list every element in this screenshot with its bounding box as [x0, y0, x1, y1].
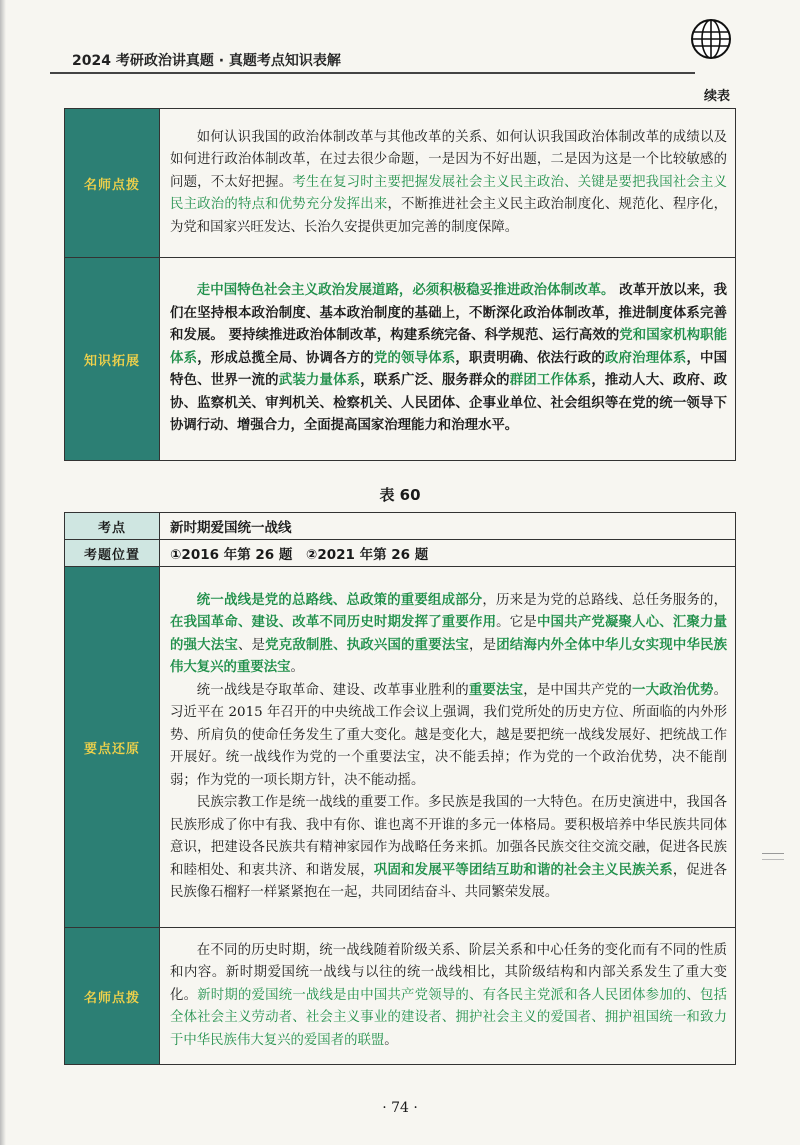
- text-run: 、是: [237, 637, 266, 653]
- text-run: ，历来是为党的总路线、总任务服务的，: [482, 592, 728, 608]
- page-header: [0, 0, 800, 80]
- table-60: [64, 512, 736, 1065]
- text-run: ，推动人大、政府、政协、监察机关、审判机关、检察机关、人民团体、企事业单位、社会组织等在党的统一领导下协调行动、增强合力，全面提高国家治理能力和治理水平。: [170, 373, 728, 434]
- highlight-text: 党克敌制胜、执政兴国的重要法宝: [265, 637, 469, 653]
- text-run: ，形成总揽全局、协调各方的: [197, 350, 374, 366]
- text-run: 。: [290, 660, 304, 675]
- continued-table: [64, 108, 736, 461]
- table-row: [65, 258, 736, 461]
- kaodian-value: 新时期爱国统一战线: [160, 513, 736, 540]
- highlight-text: 在我国革命、建设、改革不同历史时期发挥了重要作用: [170, 615, 497, 630]
- highlight-text: 走中国特色社会主义政治发展道路，必须积极稳妥推进政治体制改革。: [196, 283, 615, 299]
- content-paragraph: [170, 127, 727, 240]
- content-paragraph: [170, 680, 727, 793]
- highlight-text: 团结海内外全体中华儿女实现中华民族伟大复兴的重要法宝: [170, 637, 728, 675]
- row-content: [160, 258, 736, 461]
- content-paragraph: [170, 940, 727, 1053]
- table-caption: 表 60: [379, 486, 421, 504]
- kaodian-label: 考点: [65, 513, 160, 540]
- text-run: 如何认识我国的政治体制改革与其他改革的关系、如何认识我国政治体制改革的成绩以及如何进行政治体制改革，在过去很少命题，一是因为不好出题，二是因为这是一个比较敏感的问题，不太好把握。: [170, 129, 727, 190]
- position-value: ①2016 年第 26 题 ②2021 年第 26 题: [160, 540, 736, 567]
- text-run: 改革开放以来，我们在坚持根本政治制度、基本政治制度的基础上，不断深化政治体制改革，推进制度体系完善和发展。 要持续推进政治体制改革，构建系统完备、科学规范、运行高效的: [170, 283, 727, 344]
- row-label: 知识拓展: [65, 258, 160, 461]
- page-number: · 74 ·: [382, 1100, 418, 1116]
- text-run: ，促进各民族像石榴籽一样紧紧抱在一起，共同团结奋斗、共同繁荣发展。: [170, 862, 728, 900]
- table-row: [65, 109, 736, 258]
- mingshi-content: [160, 928, 736, 1065]
- highlight-text: 武装力量体系: [278, 373, 361, 389]
- table-row: [65, 513, 736, 540]
- text-run: ，是: [469, 637, 497, 653]
- text-run: 民族宗教工作是统一战线的重要工作。多民族是我国的一大特色。在历史演进中，我国各民族形成了你中有我、我中有你、谁也离不开谁的多元一体格局。要积极培养中华民族共同体意识，把建设各民族共有精神家园作为战略任务来抓。加强各民族交往交流交融，促进各民族和睦相处、和衷共济、和谐发展，: [170, 795, 727, 878]
- text-run: ，是中国共产党的: [523, 682, 633, 698]
- highlight-text: 群团工作体系: [509, 373, 592, 389]
- globe-icon: [690, 18, 732, 60]
- highlight-text: 统一战线是党的总路线、总政策的重要组成部分: [196, 592, 483, 608]
- yaodian-content: [160, 567, 736, 928]
- book-title: 2024 考研政治讲真题 · 真题考点知识表解: [72, 53, 341, 69]
- highlight-text: 党的领导体系: [373, 350, 456, 366]
- page-edge-shadow: [0, 0, 6, 1145]
- text-run: ，职责明确、依法行政的: [455, 350, 605, 366]
- header-rule: [50, 72, 695, 74]
- text-run: 在不同的历史时期，统一战线随着阶级关系、阶层关系和中心任务的变化而有不同的性质和内容。新时期爱国统一战线与以往的统一战线相比，其阶级结构和内部关系发生了重大变化。: [170, 942, 727, 1003]
- row-content: [160, 109, 736, 258]
- content-paragraph: [170, 792, 727, 905]
- text-run: 统一战线是夺取革命、建设、改革事业胜利的: [196, 682, 469, 698]
- content-paragraph: [170, 280, 727, 438]
- table-row: [65, 540, 736, 567]
- highlight-text: 巩固和发展平等团结互助和谐的社会主义民族关系: [373, 862, 673, 878]
- text-run: 。: [384, 1032, 398, 1048]
- row-label: 名师点拨: [65, 109, 160, 258]
- text-run: ，不断推进社会主义民主政治制度化、规范化、程序化，为党和国家兴旺发达、长治久安提供更加完善的制度保障。: [170, 197, 728, 235]
- highlight-text: 中国共产党凝聚人心、汇聚力量的强大法宝: [170, 615, 728, 653]
- table-row: [65, 928, 736, 1065]
- yaodian-label: 要点还原: [65, 567, 160, 928]
- margin-mark: [762, 853, 784, 860]
- text-run: ，中国特色、世界一流的: [170, 350, 728, 389]
- text-run: ，联系广泛、服务群众的: [360, 373, 510, 389]
- highlight-text: 政府治理体系: [604, 350, 687, 366]
- highlight-text: 重要法宝: [468, 682, 524, 698]
- highlight-text: 党和国家机构职能体系: [170, 328, 727, 366]
- content-paragraph: [170, 590, 727, 680]
- text-run: 。它是: [496, 615, 537, 630]
- table-row: [65, 567, 736, 928]
- highlight-text: 考生在复习时主要把握发展社会主义民主政治、关键是要把我国社会主义民主政治的特点和优势充分发挥出来: [170, 174, 727, 213]
- highlight-text: 新时期的爱国统一战线是由中国共产党领导的、有各民主党派和各人民团体参加的、包括全体社会主义劳动者、社会主义事业的建设者、拥护社会主义的爱国者、拥护祖国统一和致力于中华民族伟大复兴的爱国者的联盟: [170, 987, 728, 1048]
- continued-label: 续表: [704, 89, 731, 104]
- text-run: 。习近平在 2015 年召开的中央统战工作会议上强调，我们党所处的历史方位、所面临的内外形势、所肩负的使命任务发生了重大变化。越是变化大，越是要把统一战线发展好、把统战工作开展好。统一战线作为党的一个重要法宝，决不能丢掉；作为党的一个政治优势，决不能削弱；作为党的一项长期方针，决不能动摇。: [170, 682, 728, 788]
- mingshi-label: 名师点拨: [65, 928, 160, 1065]
- highlight-text: 一大政治优势: [632, 682, 714, 698]
- position-label: 考题位置: [65, 540, 160, 567]
